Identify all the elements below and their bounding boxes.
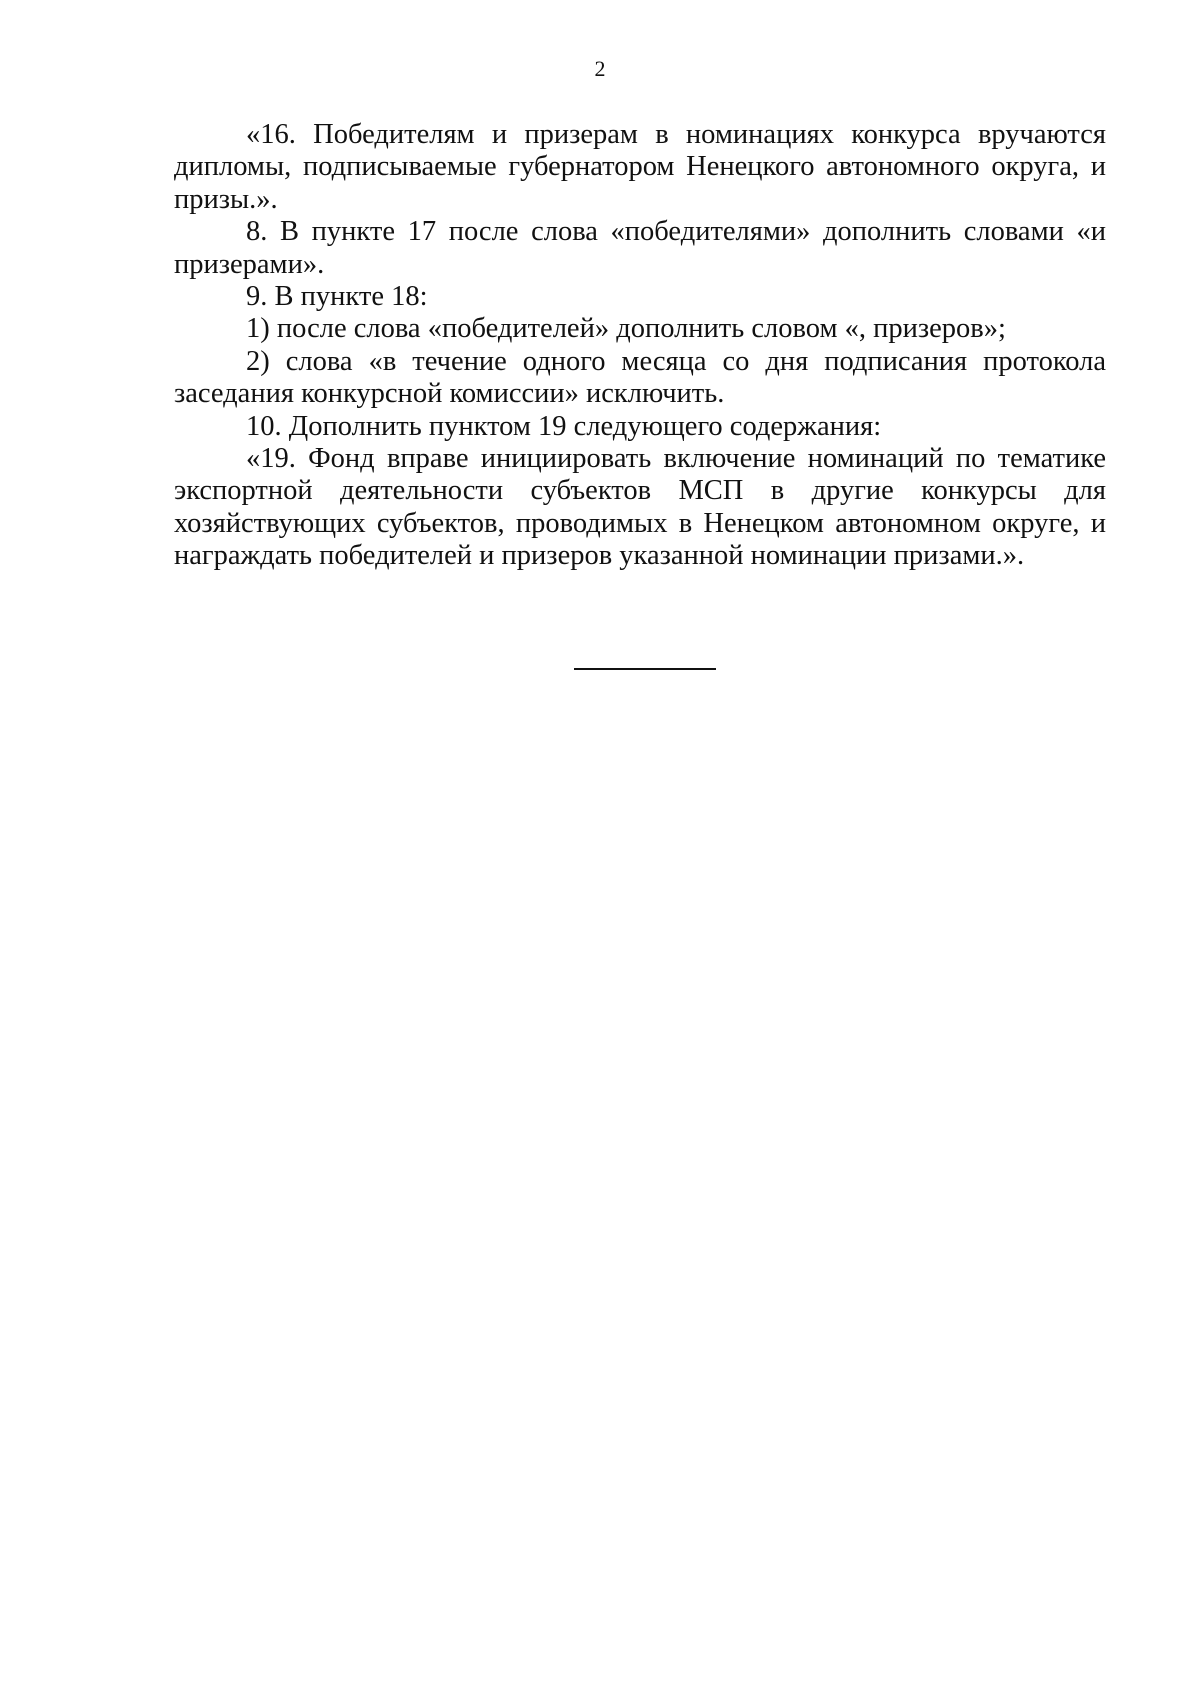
document-body <box>174 119 1106 573</box>
paragraph-amendment-9: 9. В пункте 18: <box>246 281 428 313</box>
paragraph-19-fund: «19. Фонд вправе инициировать включение номинаций по тематике экспортной деятельности субъектов МСП в другие конкурсы для хозяйствующих субъектов, проводимых в Ненецком автономном округе, и награждать победителей и призеров указанной номинации призами.». <box>174 443 1106 572</box>
paragraph-16-awards: «16. Победителям и призерам в номинациях конкурса вручаются дипломы, подписываемые губернатором Ненецкого автономного округа, и призы.». <box>174 119 1106 215</box>
paragraph-amendment-9-item-2: 2) слова «в течение одного месяца со дня подписания протокола заседания конкурсной комиссии» исключить. <box>174 345 1106 410</box>
end-separator-line <box>574 668 716 670</box>
paragraph-amendment-10: 10. Дополнить пунктом 19 следующего содержания: <box>246 410 882 442</box>
paragraph-amendment-8: 8. В пункте 17 после слова «победителями» дополнить словами «и призерами». <box>174 216 1106 280</box>
page-number: 2 <box>594 56 606 81</box>
paragraph-amendment-9-item-1: 1) после слова «победителей» дополнить словом «, призеров»; <box>246 313 1006 345</box>
